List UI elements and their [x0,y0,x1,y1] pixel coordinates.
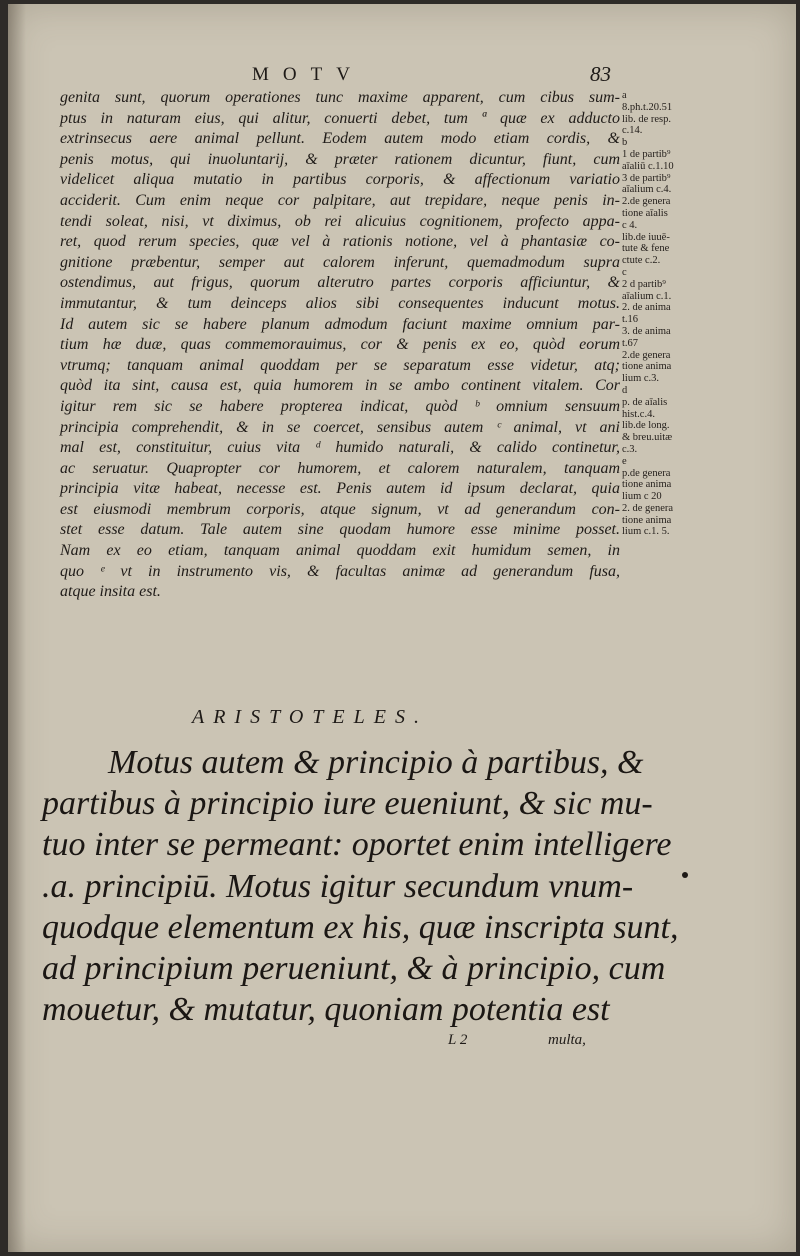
marginal-note: aīalium c.4. [622,184,672,196]
text-line: gnitione præbentur, semper aut calorem inferunt, quemadmodum supra [60,253,620,271]
text-line: quo ᵉ vt in instrumento vis, & facultas animæ ad generandum fusa, [60,562,620,580]
marginal-note: lium c.3. [622,373,660,385]
marginal-note: 2.de genera [622,349,671,361]
marginal-note: tute & fene [622,243,670,255]
text-line: quòd ita sint, causa est, quia humorem in se ambo continent vitalem. Cor [60,377,620,395]
marginal-note: e [622,455,627,467]
text-line: ptus in naturam eius, qui alitur, conuerti debet, tum ª quæ ex adducto [60,109,620,127]
text-line: vtrumq; tanquam animal quoddam per se separatum esse videtur, atq; [60,356,620,374]
marginal-note: lib. de resp. [622,113,671,125]
marginal-note: lib.de long. [622,420,670,432]
running-head: MOTV [252,64,364,85]
text-line: videlicet aliqua mutatio in partibus corporis, & affectionum variatio [60,171,620,189]
text-line: genita sunt, quorum operationes tunc maxime apparent, cum cibus sum- [60,89,620,106]
text-line: igitur rem sic se habere propterea indicat, quòd ᵇ omnium sensuum [60,397,620,415]
text-line: principia vitæ habeat, necesse est. Penis autem id ipsum declarat, quia [60,480,620,498]
text-line: acciderit. Cum enim neque cor palpitare, aut trepidare, neque penis in- [60,191,620,209]
marginal-note: tione anima [622,514,672,526]
marginal-note: hist.c.4. [622,408,655,420]
folio-number: 83 [590,62,611,86]
marginal-note: t.67 [622,337,639,349]
text-line: tuo inter se permeant: oportet enim intelligere [42,826,672,864]
marginal-note: c [622,266,627,278]
marginal-note: 1 de partib⁹ [622,148,671,160]
text-line: mouetur, & mutatur, quoniam potentia est [42,991,610,1029]
ink-dot [682,872,688,878]
marginal-note: d [622,384,628,396]
marginal-note: 3 de partib⁹ [622,172,671,184]
marginal-note: 2.de genera [622,196,671,208]
text-line: penis motus, qui inuoluntarij, & præter rationem dicuntur, fiunt, cum [60,150,620,168]
marginal-notes [622,90,722,538]
text-line: ac seruatur. Quapropter cor humorem, et calorem naturalem, tanquam [60,459,620,477]
marginal-note: & breu.uitæ [622,432,673,444]
gutter-shadow [8,4,26,1252]
catchword: multa, [548,1032,586,1048]
text-line: atque insita est. [60,583,161,601]
text-line: ad principium perueniunt, & à principio, cum [42,950,666,988]
marginal-note: t.16 [622,314,639,326]
text-line: ret, quod rerum species, quæ vel à rationis notione, vel à phantasiæ co- [60,233,620,251]
marginal-note: c.14. [622,125,643,137]
marginal-note: tione anima [622,479,672,491]
marginal-note: 2. de genera [622,502,674,514]
text-line: quodque elementum ex his, quæ inscripta sunt, [42,908,679,946]
signature-mark: L 2 [448,1032,468,1048]
marginal-note: ctute c.2. [622,255,661,267]
text-line: extrinsecus aere animal pellunt. Eodem autem modo etiam cordis, & [60,130,620,148]
text-line: partibus à principio iure eueniunt, & sic mu- [42,785,653,823]
text-line: tium hæ duæ, quas commemorauimus, cor & penis ex eo, quòd eorum [60,336,620,354]
marginal-note: lib.de iuuē- [622,231,670,243]
marginal-note: c 4. [622,219,638,231]
text-line: stet esse datum. Tale autem sine quodam humore esse minime posset. [60,521,620,539]
text-line: Nam ex eo etiam, tanquam animal quoddam exit humidum semen, in [60,542,620,560]
marginal-note: aīaliū c.1.10 [622,160,674,172]
section-heading: ARISTOTELES. [192,706,428,728]
text-line: tendi soleat, nisi, vt diximus, ob rei alicuius cognitionem, profecto appa- [60,212,620,230]
commentary-block [60,88,620,603]
marginal-note: 2 d partib⁹ [622,278,666,290]
marginal-note: b [622,137,628,149]
marginal-note: c.3. [622,443,638,455]
marginal-note: a [622,90,627,101]
marginal-note: lium c.1. 5. [622,526,670,538]
text-line: principia comprehendit, & in se coercet, sensibus autem ᶜ animal, vt ani [60,418,620,436]
marginal-note: 3. de anima [622,325,671,337]
text-line: Motus autem & principio à partibus, & [108,744,644,781]
marginal-note: p. de aīalis [622,396,668,408]
marginal-note: p.de genera [622,467,671,479]
marginal-note: tione anima [622,361,672,373]
text-line: immutantur, & tum deinceps alios sibi consequentes inducunt motus. [60,294,620,312]
text-line: Id autem sic se habere planum admodum faciunt maxime omnium par- [60,315,620,333]
marginal-note: aīalium c.1. [622,290,672,302]
marginal-note: tione aīalis [622,207,668,219]
text-line: est eiusmodi membrum corporis, atque signum, vt ad generandum con- [60,500,620,518]
text-line: ostendimus, aut frigus, quorum alterutro partes corporis afficiuntur, & [60,274,620,292]
book-page [8,4,796,1252]
text-line: mal est, constituitur, cuius vita ᵈ humido naturali, & calido continetur, [60,439,620,457]
page-header [8,58,796,84]
aristotle-text-block [42,742,679,1030]
marginal-note: lium c 20 [622,491,662,503]
marginal-note: 2. de anima [622,302,671,314]
text-line: .a. principiū. Motus igitur secundum vnum- [42,867,634,905]
marginal-note: 8.ph.t.20.51 [622,101,673,113]
